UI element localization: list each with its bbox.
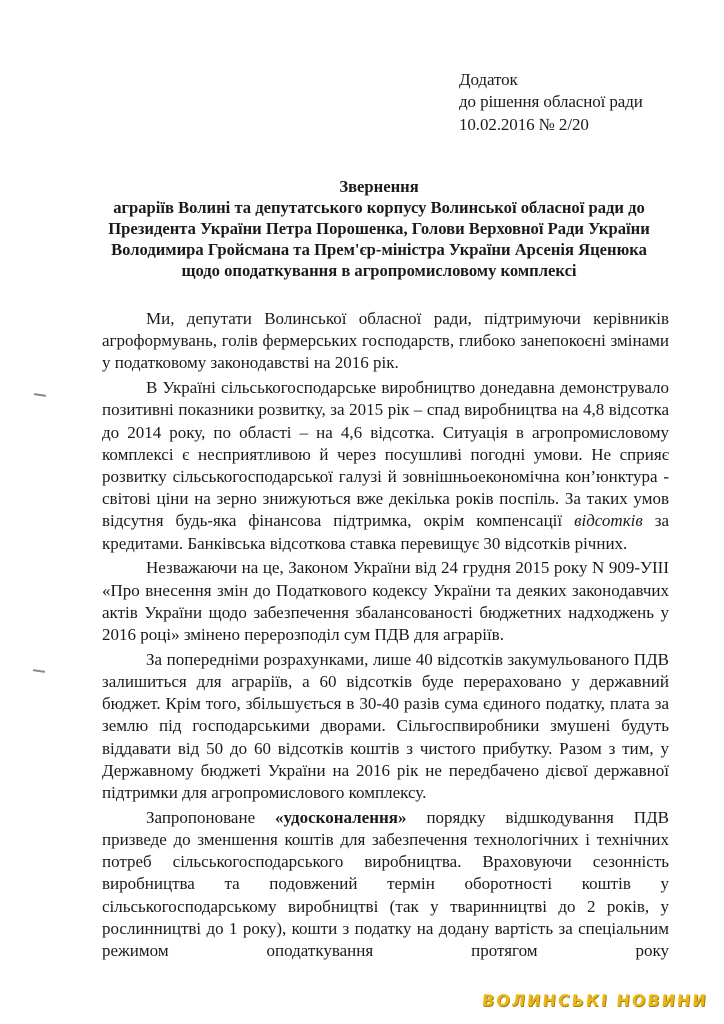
paragraph-1: Ми, депутати Волинської обласної ради, підтримуючи керівників агроформувань, голів фермерських господарств, глибоко занепокоєні змінами у податковому законодавстві на 2016 рік. [102, 309, 669, 373]
addendum-decision: до рішення обласної ради [459, 92, 643, 111]
document-title [95, 176, 663, 281]
paragraph-3: Незважаючи на це, Законом України від 24 грудня 2015 року N 909-УІІІ «Про внесення змін до Податкового кодексу України та деяких законодавчих актів України щодо забезпечення збалансованості бюджетних надходжень у 2016 році» змінено перерозподіл сум ПДВ для аграріїв. [102, 558, 669, 645]
title-line: щодо оподаткування в агропромисловому комплексі [181, 261, 577, 280]
paragraph-5 [102, 807, 669, 962]
bold-emphasis: «удосконалення» [275, 807, 407, 827]
addendum-label: Додаток [459, 70, 518, 89]
title-line: аграріїв Волині та депутатського корпусу Волинської обласної ради до [113, 198, 645, 217]
paragraph-2-text-end: за кредитами. Банківська відсоткова ставка перевищує 30 відсотків річних. [102, 511, 669, 553]
paragraph-5-text-end: порядку відшкодування ПДВ призведе до зменшення коштів для забезпечення технологічних і технічних потреб сільськогосподарського виробництва. Враховуючи сезонність виробництва та подовжений термін оборотності коштів у сільськогосподарському виробництві (так у тваринництві до 2 років, у рослинництві до 1 року), кошти з податку на додану вартість за спеціальним режимом оподаткування протягом року [102, 807, 669, 961]
title-heading: Звернення [339, 177, 419, 196]
document-body [102, 308, 669, 962]
title-line: Володимира Гройсмана та Прем'єр-міністра України Арсенія Яценюка [111, 240, 647, 259]
paragraph-2-text: В Україні сільськогосподарське виробництво донедавна демонструвало позитивні показники розвитку, за 2015 рік – спад виробництва на 4,8 відсотка до 2014 року, по області – на 4,6 відсотка. Ситуація в агропромисловому комплексі є несприятливою й через посушливі погодні умови. Не сприяє розвитку сільськогосподарської галузі й зовнішньоекономічна кон’юнктура - світові ціни на зерно знижуються вже декілька років поспіль. За таких умов відсутня будь-яка фінансова підтримка, окрім компенсації [102, 378, 669, 531]
italic-emphasis: відсотків [574, 511, 643, 531]
addendum-header [459, 69, 643, 136]
title-line: Президента України Петра Порошенка, Голови Верховної Ради України [108, 219, 650, 238]
watermark-logo: ВОЛИНСЬКІ НОВИНИ [481, 991, 709, 1010]
scan-mark [33, 669, 45, 673]
addendum-date-number: 10.02.2016 № 2/20 [459, 115, 589, 134]
scan-mark [34, 393, 46, 397]
paragraph-4: За попередніми розрахунками, лише 40 відсотків закумульованого ПДВ залишиться для аграріїв, а 60 відсотків буде перераховано у державний бюджет. Крім того, збільшується в 30-40 разів сума єдиного податку, плата за землю під господарськими дворами. Сільгоспвиробники змушені будуть віддавати від 50 до 60 відсотків коштів з чистого прибутку. Разом з тим, у Державному бюджеті України на 2016 рік не передбачено дієвої державної підтримки для агропромислового комплексу. [102, 649, 669, 803]
paragraph-5-text: Запропоноване [146, 807, 276, 827]
paragraph-2 [102, 377, 669, 555]
